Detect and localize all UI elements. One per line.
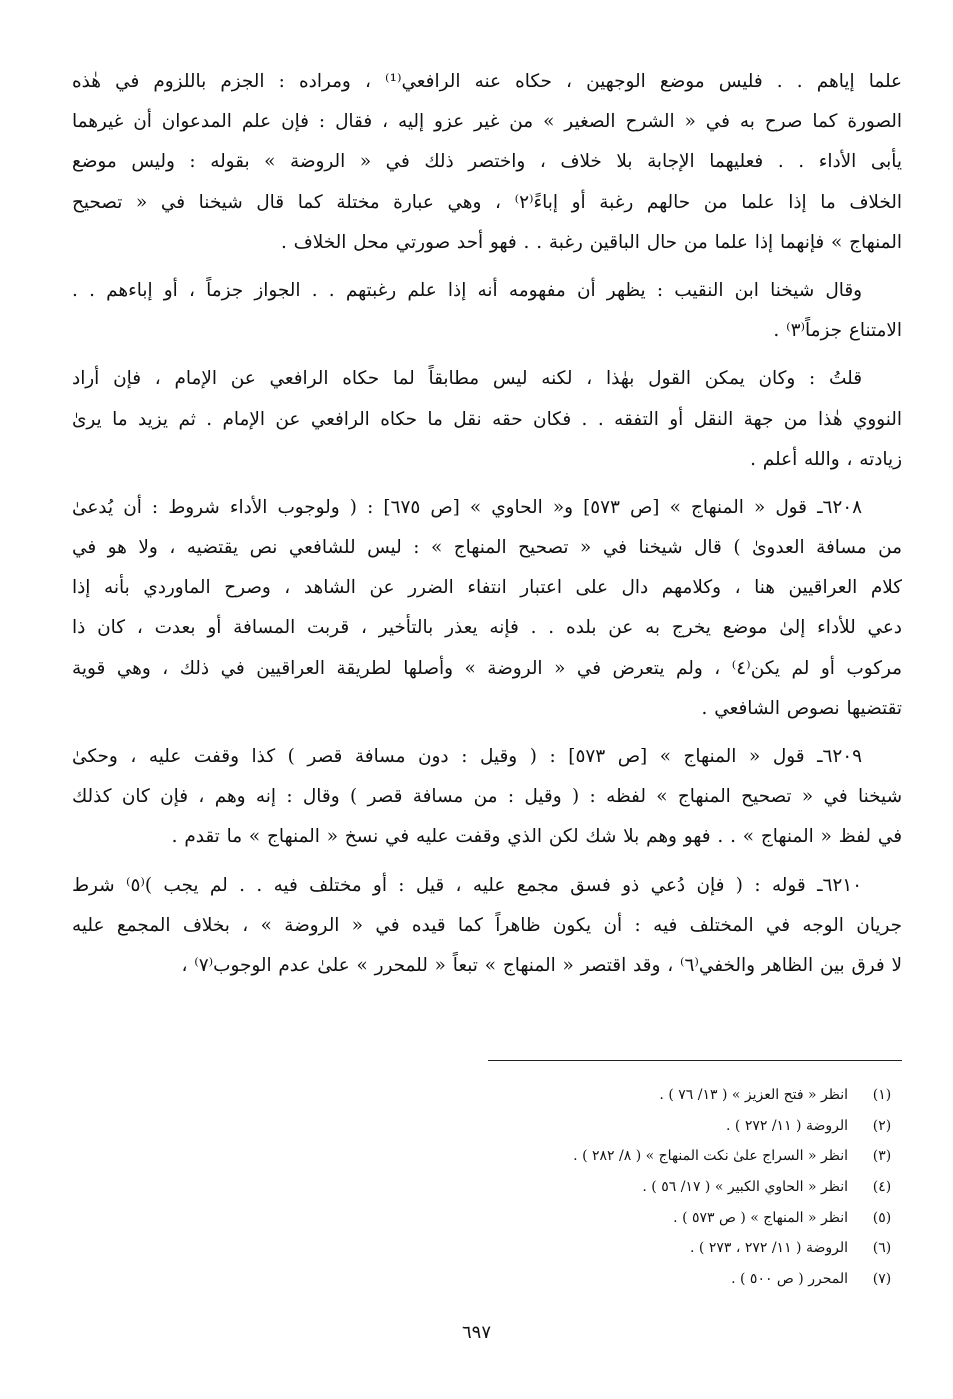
footnote-number: (٦) xyxy=(872,1240,892,1257)
footnote-text: انظر « السراج علىٰ نكت المنهاج » ( ٨/ ٢٨٢ ) . xyxy=(573,1148,848,1165)
text-line: لا فرق بين الظاهر والخفي⁽٦⁾ ، وقد اقتصر « المنهاج » تبعاً « للمحرر » علىٰ عدم الوجوب⁽٧⁾ ، xyxy=(181,954,902,976)
footnote-separator xyxy=(488,1060,902,1061)
footnote-number: (٢) xyxy=(872,1117,892,1134)
text-line: الخلاف ما إذا علما من حالهم رغبة أو إباءً⁽٢⁾ ، وهي عبارة مختلة كما قال شيخنا في « تصحيح xyxy=(72,191,902,213)
text-line: جريان الوجه في المختلف فيه : أن يكون ظاهراً كما قيده في « الروضة » ، بخلاف المجمع عليه xyxy=(72,914,902,936)
paragraph xyxy=(72,866,902,987)
text-line: زيادته ، والله أعلم . xyxy=(750,448,902,470)
paragraph xyxy=(72,359,902,480)
text-line: في لفظ « المنهاج » . . فهو وهم بلا شك لكن الذي وقفت عليه في نسخ « المنهاج » ما تقدم . xyxy=(171,826,902,848)
footnote xyxy=(200,1264,902,1295)
footnote-text: الروضة ( ١١/ ٢٧٢ ) . xyxy=(726,1117,848,1134)
footnote-number: (١) xyxy=(872,1087,892,1103)
footnote xyxy=(200,1080,902,1111)
page-number: ٦٩٧ xyxy=(461,1322,491,1343)
footnote xyxy=(200,1111,902,1142)
paragraph xyxy=(72,271,902,351)
text-line: وقال شيخنا ابن النقيب : يظهر أن مفهومه أنه إذا علم رغبتهم . . الجواز جزماً ، أو إباءهم . . xyxy=(72,279,862,301)
text-line: ٦٢١٠ـ قوله : ( فإن دُعي ذو فسق مجمع عليه ، قيل : أو مختلف فيه . . لم يجب )⁽٥⁾ شرط xyxy=(72,874,862,896)
footnote xyxy=(200,1233,902,1264)
paragraph xyxy=(72,62,902,263)
text-line: الصورة كما صرح به في « الشرح الصغير » من غير عزو إليه ، فقال : فإن علم المدعوان أن غيرهما xyxy=(72,111,902,133)
footnote xyxy=(200,1141,902,1172)
text-line: من مسافة العدوىٰ ) قال شيخنا في « تصحيح المنهاج » : ليس للشافعي نص يقتضيه ، ولا هو في xyxy=(72,537,902,559)
footnote-text: المحرر ( ص ٥٠٠ ) . xyxy=(731,1271,848,1288)
text-line: تقتضيها نصوص الشافعي . xyxy=(701,697,902,719)
footnote-number: (٣) xyxy=(872,1148,892,1165)
text-line: يأبى الأداء . . فعليهما الإجابة بلا خلاف ، واختصر ذلك في « الروضة » بقوله : وليس موضع xyxy=(72,151,902,173)
footnote-text: انظر « فتح العزيز » ( ١٣/ ٧٦ ) . xyxy=(659,1087,848,1103)
paragraph xyxy=(72,488,902,729)
footnote-text: انظر « الحاوي الكبير » ( ١٧/ ٥٦ ) . xyxy=(642,1179,848,1196)
footnote xyxy=(200,1172,902,1203)
text-line: قلتُ : وكان يمكن القول بهٰذا ، لكنه ليس مطابقاً لما حكاه الرافعي عن الإمام ، فإن أراد xyxy=(72,368,862,390)
text-line: كلام العراقيين هنا ، وكلامهم دال على اعتبار انتفاء الضرر عن الشاهد ، وصرح الماوردي بأنه إذا xyxy=(72,577,902,599)
text-line: المنهاج » فإنهما إذا علما من حال الباقين رغبة . . فهو أحد صورتي محل الخلاف . xyxy=(280,231,902,253)
text-line: علما إياهم . . فليس موضع الوجهين ، حكاه عنه الرافعي⁽¹⁾ ، ومراده : الجزم باللزوم في هٰذه xyxy=(72,71,902,92)
footnote-number: (٥) xyxy=(872,1209,892,1226)
footnote-number: (٧) xyxy=(872,1271,892,1288)
text-line: ٦٢٠٩ـ قول « المنهاج » [ص ٥٧٣] : ( وقيل : دون مسافة قصر ) كذا وقفت عليه ، وحكىٰ xyxy=(72,746,862,767)
text-line: النووي هٰذا من جهة النقل أو التفقه . . فكان حقه نقل ما حكاه الرافعي عن الإمام . ثم يزيد ما يرىٰ xyxy=(72,408,902,430)
paragraph xyxy=(72,737,902,858)
footnote-number: (٤) xyxy=(872,1179,892,1196)
footnote-text: الروضة ( ١١/ ٢٧٢ ، ٢٧٣ ) . xyxy=(690,1240,848,1257)
main-text xyxy=(72,62,902,986)
footnote-text: انظر « المنهاج » ( ص ٥٧٣ ) . xyxy=(673,1209,848,1226)
text-line: شيخنا في « تصحيح المنهاج » لفظه : ( وقيل : من مسافة قصر ) وقال : إنه وهم ، فإن كان كذلك xyxy=(72,786,902,808)
footnotes xyxy=(200,1080,902,1295)
text-line: مركوب أو لم يكن⁽٤⁾ ، ولم يتعرض في « الروضة » وأصلها لطريقة العراقيين في ذلك ، وهي قوية xyxy=(72,657,902,679)
footnote xyxy=(200,1203,902,1234)
text-line: الامتناع جزماً⁽٣⁾ . xyxy=(773,320,902,342)
text-line: دعي للأداء إلىٰ موضع يخرج به عن بلده . . فإنه يعذر بالتأخير ، قربت المسافة أو بعدت ، كان ذا xyxy=(72,617,902,639)
text-line: ٦٢٠٨ـ قول « المنهاج » [ص ٥٧٣] و« الحاوي » [ص ٦٧٥] : ( ولوجوب الأداء شروط : أن يُدعىٰ xyxy=(72,496,862,518)
